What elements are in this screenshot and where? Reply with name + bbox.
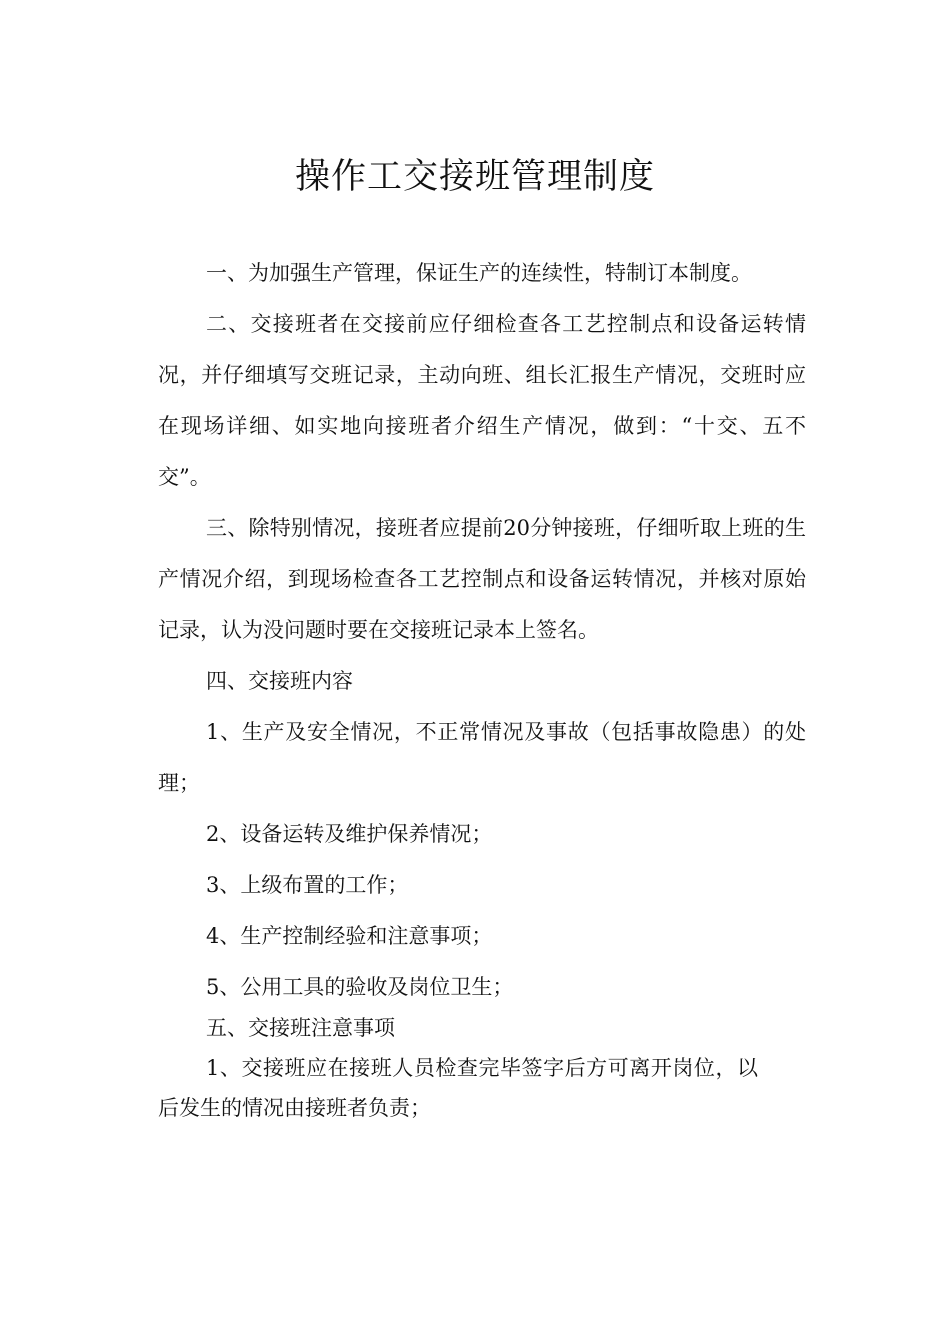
paragraph-5: 1、生产及安全情况，不正常情况及事故（包括事故隐患）的处理； [158,720,806,795]
paragraph-8: 4、生产控制经验和注意事项； [206,924,493,948]
paragraph-4: 四、交接班内容 [206,669,353,693]
paragraph-10: 五、交接班注意事项 [206,1016,395,1040]
paragraph-9: 5、公用工具的验收及岗位卫生； [206,975,514,999]
document-body [158,248,806,1013]
paragraph-6: 2、设备运转及维护保养情况； [206,822,493,846]
paragraph-1: 一、为加强生产管理，保证生产的连续性，特制订本制度。 [206,261,752,285]
paragraph-2: 二、交接班者在交接前应仔细检查各工艺控制点和设备运转情况，并仔细填写交班记录，主动向班、组长汇报生产情况，交班时应在现场详细、如实地向接班者介绍生产情况，做到：“十交、五不交”。 [158,312,806,489]
paragraph-11: 1、交接班应在接班人员检查完毕签字后方可离开岗位，以后发生的情况由接班者负责； [158,1056,758,1120]
paragraph-3: 三、除特别情况，接班者应提前20分钟接班，仔细听取上班的生产情况介绍，到现场检查各工艺控制点和设备运转情况，并核对原始记录，认为没问题时要在交接班记录本上签名。 [158,516,806,642]
document-title: 操作工交接班管理制度 [294,157,655,197]
paragraph-7: 3、上级布置的工作； [206,873,409,897]
document-body-lower [158,1008,758,1128]
